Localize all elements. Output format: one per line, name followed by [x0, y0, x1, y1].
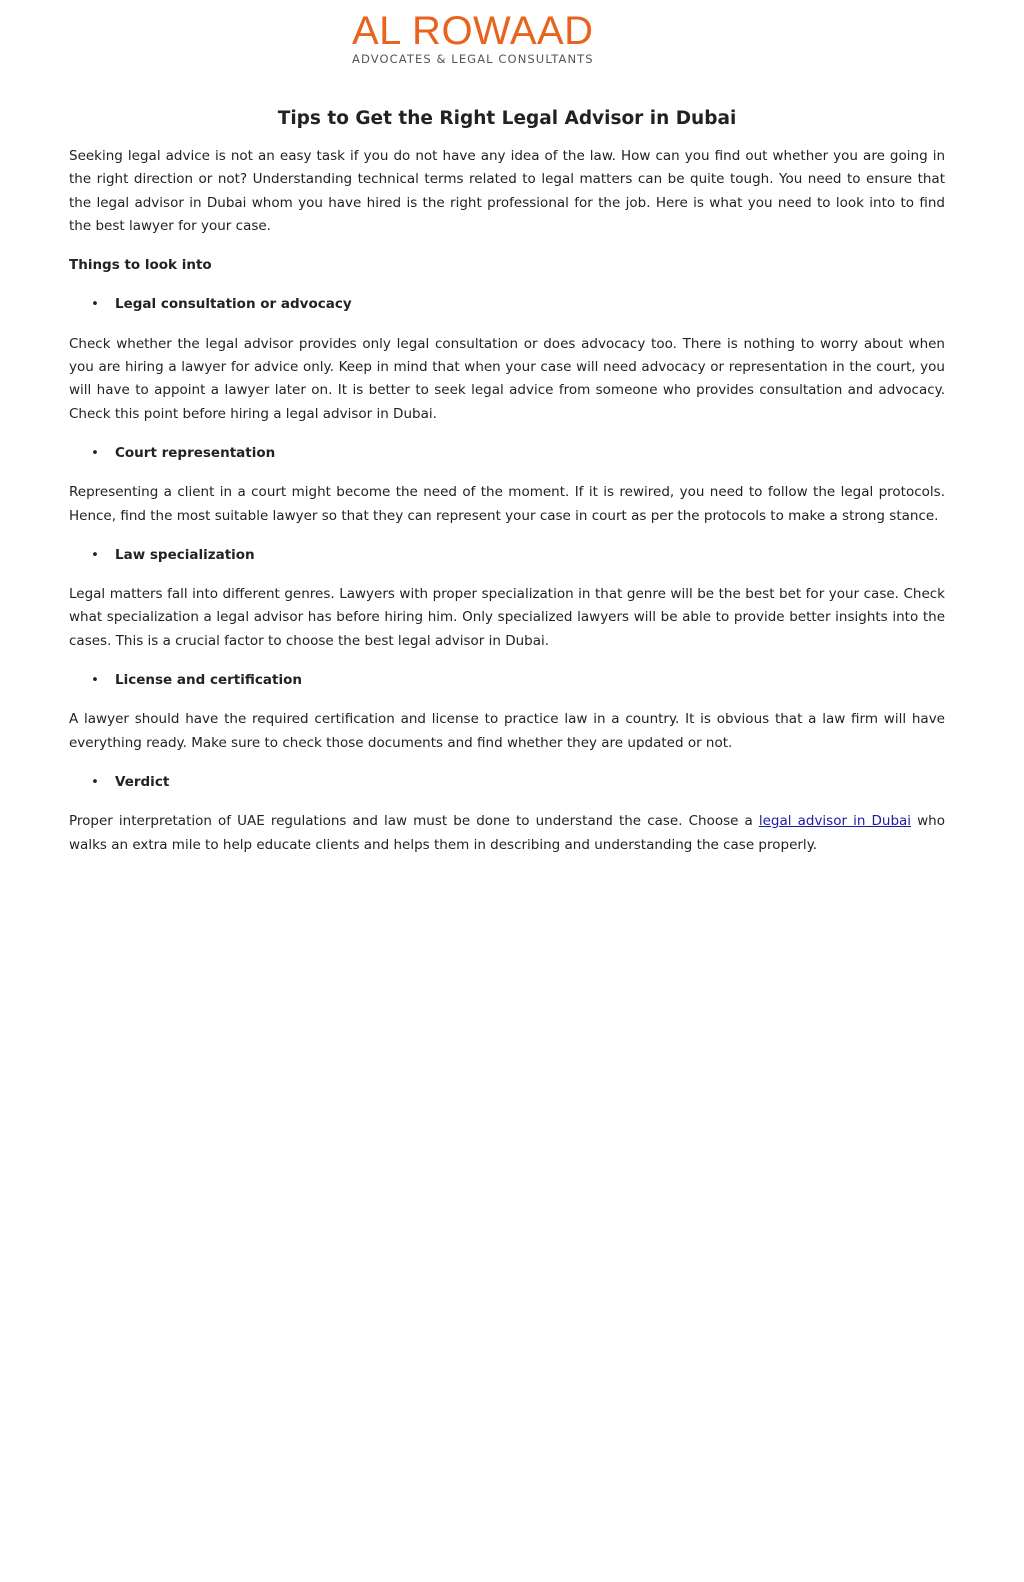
intro-paragraph: Seeking legal advice is not an easy task if you do not have any idea of the law. How can you find out whether you are going in the right direction or not? Understanding technical terms related to legal matters can be quite tough. You need to ensure that the legal advisor in Dubai whom you have hired is the right professional for the job. Here is what you need to look into to find the best lawyer for your case.: [69, 148, 945, 234]
section-paragraph-consultation: Check whether the legal advisor provides only legal consultation or does advocacy too. There is nothing to worry about when you are hiring a lawyer for advice only. Keep in mind that when your case will need advocacy or representation in the court, you will have to appoint a lawyer later on. It is better to seek legal advice from someone who provides consultation and advocacy. Check this point before hiring a legal advisor in Dubai.: [69, 335, 945, 422]
bullet-heading-specialization: [69, 544, 945, 567]
bullet-heading-verdict: [69, 771, 945, 794]
section-paragraph-court: Representing a client in a court might become the need of the moment. If it is rewired, you need to follow the legal protocols. Hence, find the most suitable lawyer so that they can represent your case in court as per the protocols to make a strong stance.: [69, 484, 945, 524]
bullet-icon: •: [91, 296, 99, 313]
section-paragraph-verdict: [69, 810, 945, 857]
logo-tagline: ADVOCATES & LEGAL CONSULTANTS: [352, 52, 594, 66]
section-heading: License and certification: [115, 672, 302, 689]
section-heading: Law specialization: [115, 546, 255, 563]
logo-name: AL ROWAAD: [352, 9, 594, 53]
bullet-heading-license: [69, 669, 945, 692]
verdict-text-after: who walks an extra mile to help educate clients and helps them in describing and understanding the case properly.: [69, 813, 945, 853]
subheading: Things to look into: [69, 257, 212, 274]
section-heading: Verdict: [115, 773, 170, 790]
bullet-heading-court: [69, 442, 945, 465]
bullet-icon: •: [91, 444, 99, 461]
bullet-icon: •: [91, 672, 99, 689]
bullet-icon: •: [91, 773, 99, 790]
section-heading: Legal consultation or advocacy: [115, 296, 352, 313]
bullet-icon: •: [91, 546, 99, 563]
verdict-text-before: Proper interpretation of UAE regulations and law must be done to understand the case. Choose a: [69, 813, 759, 830]
section-paragraph-license: A lawyer should have the required certification and license to practice law in a country. It is obvious that a law firm will have everything ready. Make sure to check those documents and find whether they are updated or not.: [69, 711, 945, 751]
section-paragraph-specialization: Legal matters fall into different genres. Lawyers with proper specialization in that genre will be the best bet for your case. Check what specialization a legal advisor has before hiring him. Only specialized lawyers will be able to provide better insights into the cases. This is a crucial factor to choose the best legal advisor in Dubai.: [69, 586, 945, 649]
company-logo: [352, 10, 592, 66]
bullet-heading-consultation: [69, 293, 945, 316]
document-title: Tips to Get the Right Legal Advisor in Dubai: [277, 108, 737, 129]
document-body: [69, 145, 945, 873]
legal-advisor-link[interactable]: legal advisor in Dubai: [758, 813, 912, 830]
section-heading: Court representation: [115, 444, 276, 461]
